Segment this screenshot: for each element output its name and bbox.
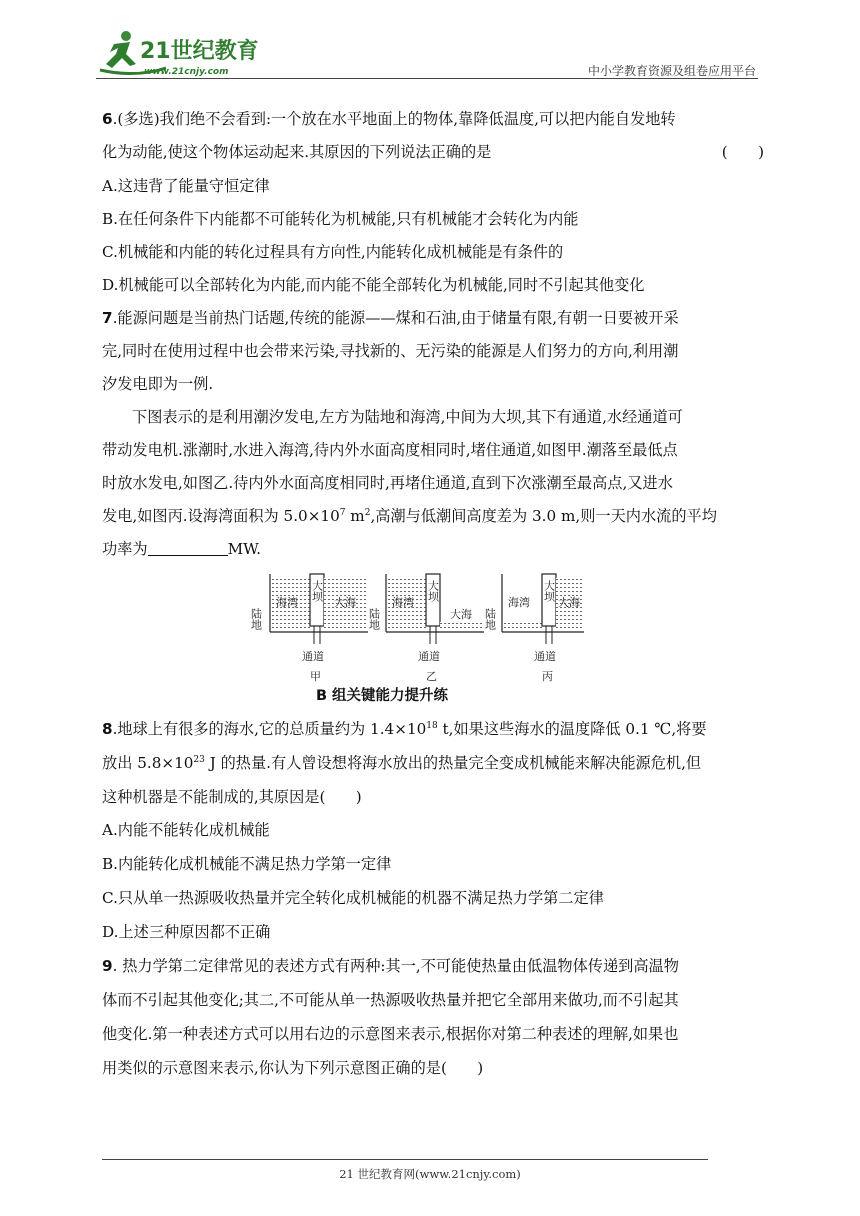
q7-line-1 [102, 307, 679, 328]
q7-line-3: 汐发电即为一例. [102, 375, 214, 393]
q8-exponent-heat: 23 [193, 755, 205, 765]
land-label: 陆地 [483, 608, 497, 630]
footer-divider [102, 1159, 708, 1160]
dam-label: 大坝 [310, 580, 324, 602]
svg-text:www.21cnjy.com: www.21cnjy.com [144, 67, 229, 77]
sea-label: 大海 [334, 596, 356, 609]
channel-label: 通道 [418, 650, 440, 663]
q6-stem-2: 化为动能,使这个物体运动起来.其原因的下列说法正确的是 [102, 143, 492, 161]
q8-option-a: A.内能不能转化成机械能 [102, 821, 270, 839]
q8-option-d: D.上述三种原因都不正确 [102, 923, 271, 941]
q6-option-c: C.机械能和内能的转化过程具有方向性,内能转化成机械能是有条件的 [102, 243, 564, 261]
svg-text:21世纪教育: 21世纪教育 [140, 39, 259, 64]
q6-line-1 [102, 108, 676, 129]
panel-label-bing: 丙 [542, 670, 553, 683]
q6-option-d: D.机械能可以全部转化为内能,而内能不能全部转化为机械能,同时不引起其他变化 [102, 276, 645, 294]
q8-text-mass: .地球上有很多的海水,它的总质量约为 1.4×10 [112, 720, 427, 738]
q7-text-unit: m [345, 507, 365, 525]
q9-stem-1: . 热力学第二定律常见的表述方式有两种:其一,不可能使热量由低温物体传递到高温物 [112, 957, 679, 975]
panel-yi [368, 574, 485, 683]
page-header [96, 28, 756, 80]
panel-bing [484, 574, 585, 683]
q8-exponent-mass: 18 [426, 721, 438, 731]
q7-text-unit-mw: MW. [227, 540, 261, 558]
bay-label: 海湾 [392, 596, 414, 609]
q7-para2-line-3: 时放水发电,如图乙.待内外水面高度相同时,再堵住通道,直到下次涨潮至最高点,又进水 [102, 474, 673, 492]
site-logo[interactable] [96, 28, 266, 78]
q8-text-idea: J 的热量.有人曾设想将海水放出的热量完全变成机械能来解决能源危机,但 [204, 754, 702, 772]
q7-line-2: 完,同时在使用过程中也会带来污染,寻找新的、无污染的能源是人们努力的方向,利用潮 [102, 342, 679, 360]
q9-line-1 [102, 955, 679, 976]
sea-label: 大海 [450, 608, 472, 621]
q7-stem-1: .能源问题是当前热门话题,传统的能源——煤和石油,由于储量有限,有朝一日要被开采 [112, 309, 679, 327]
q7-number: 7 [102, 309, 113, 327]
q8-text-temp: t,如果这些海水的温度降低 0.1 ℃,将要 [437, 720, 707, 738]
land-label: 陆地 [249, 608, 263, 630]
section-b-title: B 组关键能力提升练 [315, 688, 449, 704]
bay-label: 海湾 [508, 596, 530, 609]
q6-answer-paren: ( ) [721, 143, 764, 161]
q7-text-height: ,高潮与低潮间高度差为 3.0 m,则一天内水流的平均 [370, 507, 717, 525]
dam-label: 大坝 [542, 580, 556, 602]
q7-para2-line-4 [102, 505, 717, 526]
q8-line-2 [102, 752, 701, 773]
q8-number: 8 [102, 720, 113, 738]
q9-line-2: 体而不引起其他变化;其二,不可能从单一热源吸收热量并把它全部用来做功,而不引起其 [102, 991, 679, 1009]
land-label: 陆地 [367, 608, 381, 630]
q6-line-2 [102, 141, 764, 162]
q6-number: 6 [102, 110, 113, 128]
panel-jia [250, 574, 369, 683]
q7-text-power: 功率为 [102, 540, 148, 558]
q9-line-3: 他变化.第一种表述方式可以用右边的示意图来表示,根据你对第二种表述的理解,如果也 [102, 1025, 679, 1043]
tidal-power-diagram [249, 570, 584, 688]
panel-label-yi: 乙 [426, 670, 437, 683]
q8-text-heat: 放出 5.8×10 [102, 754, 194, 772]
q7-para2-line-5 [102, 538, 261, 559]
sea-label: 大海 [558, 596, 580, 609]
q7-para2-line-1: 下图表示的是利用潮汐发电,左方为陆地和海湾,中间为大坝,其下有通道,水经通道可 [132, 408, 683, 426]
q6-stem-1: .(多选)我们绝不会看到:一个放在水平地面上的物体,靠降低温度,可以把内能自发地转 [112, 110, 676, 128]
q8-line-1 [102, 718, 707, 739]
bay-label: 海湾 [276, 596, 298, 609]
q9-line-4: 用类似的示意图来表示,你认为下列示意图正确的是( ) [102, 1059, 484, 1077]
q9-number: 9 [102, 957, 113, 975]
page-footer[interactable]: 21 世纪教育网(www.21cnjy.com) [339, 1167, 521, 1181]
q6-option-b: B.在任何条件下内能都不可能转化为机械能,只有机械能才会转化为内能 [102, 210, 579, 228]
q7-exponent-area: 7 [339, 508, 346, 518]
dam-label: 大坝 [426, 580, 440, 602]
channel-label: 通道 [302, 650, 324, 663]
platform-title: 中小学教育资源及组卷应用平台 [587, 64, 756, 78]
q6-option-a: A.这违背了能量守恒定律 [102, 177, 270, 195]
q8-option-b: B.内能转化成机械能不满足热力学第一定律 [102, 855, 392, 873]
q7-exponent-unit: 2 [364, 508, 371, 518]
answer-blank[interactable] [148, 541, 228, 556]
logo-graphic [96, 28, 266, 78]
q7-para2-line-2: 带动发电机.涨潮时,水进入海湾,待内外水面高度相同时,堵住通道,如图甲.潮落至最低点 [102, 441, 678, 459]
channel-label: 通道 [534, 650, 556, 663]
q8-line-3: 这种机器是不能制成的,其原因是( ) [102, 788, 362, 806]
q8-option-c: C.只从单一热源吸收热量并完全转化成机械能的机器不满足热力学第二定律 [102, 889, 604, 907]
panel-label-jia: 甲 [310, 670, 321, 683]
header-divider [96, 78, 758, 79]
q7-text-area: 发电,如图丙.设海湾面积为 5.0×10 [102, 507, 340, 525]
